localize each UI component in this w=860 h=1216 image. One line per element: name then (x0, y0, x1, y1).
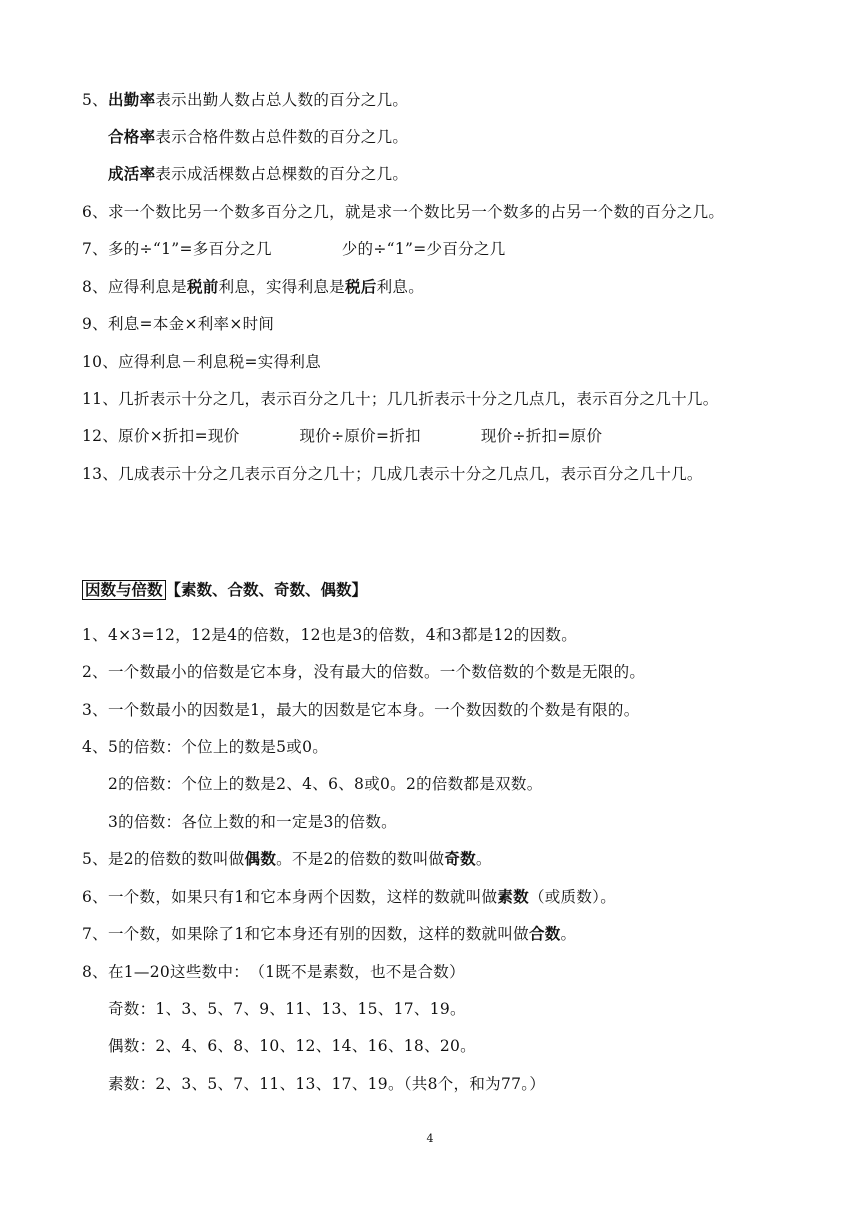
formula-original-price: 现价÷折扣=原价 (480, 427, 603, 445)
item-8-odd: 奇数：1、3、5、7、9、11、13、15、17、19。 (108, 1000, 466, 1018)
definition-text: 表示出勤人数占总人数的百分之几。 (155, 91, 409, 109)
line-5c (108, 164, 408, 184)
text: 利息。 (376, 278, 424, 296)
text: 6、一个数，如果只有1和它本身两个因数，这样的数就叫做 (82, 888, 498, 906)
section-subtitle: 【素数、合数、奇数、偶数】 (165, 581, 368, 599)
formula-more: 7、多的÷“1”=多百分之几 (82, 240, 272, 258)
term-composite: 合数 (528, 925, 561, 943)
item-8: 8、在1—20这些数中： （1既不是素数，也不是合数） (82, 963, 465, 981)
item-7 (82, 924, 576, 944)
item-number: 5、 (82, 91, 108, 109)
line-9: 9、利息=本金×利率×时间 (82, 315, 275, 333)
item-4c: 3的倍数：各位上数的和一定是3的倍数。 (108, 813, 397, 831)
line-5 (82, 90, 408, 110)
line-13: 13、几成表示十分之几表示百分之几十；几成几表示十分之几点几，表示百分之几十几。 (82, 465, 703, 483)
item-1: 1、4×3=12，12是4的倍数，12也是3的倍数，4和3都是12的因数。 (82, 626, 577, 644)
line-11: 11、几折表示十分之几，表示百分之几十；几几折表示十分之几点几，表示百分之几十几。 (82, 390, 719, 408)
line-10: 10、应得利息－利息税=实得利息 (82, 353, 322, 371)
text: （或质数）。 (528, 888, 616, 906)
text: 5、是2的倍数的数叫做 (82, 850, 245, 868)
term-pretax: 税前 (186, 278, 219, 296)
item-4b: 2的倍数：个位上的数是2、4、6、8或0。2的倍数都是双数。 (108, 775, 543, 793)
item-4: 4、5的倍数：个位上的数是5或0。 (82, 738, 329, 756)
text: 。不是2的倍数的数叫做 (276, 850, 445, 868)
definition-text: 表示成活棵数占总棵数的百分之几。 (155, 165, 409, 183)
formula-current-price: 12、原价×折扣=现价 (82, 427, 240, 445)
term-prime: 素数 (497, 888, 529, 906)
line-5b (108, 127, 408, 147)
item-6 (82, 887, 616, 907)
term-pass-rate: 合格率 (108, 128, 156, 146)
definition-text: 表示合格件数占总件数的百分之几。 (155, 128, 409, 146)
text: 8、应得利息是 (82, 278, 187, 296)
line-12 (82, 426, 602, 446)
line-7 (82, 239, 506, 259)
term-survival-rate: 成活率 (108, 165, 156, 183)
section-title: 因数与倍数 (82, 580, 166, 600)
item-3: 3、一个数最小的因数是1，最大的因数是它本身。一个数因数的个数是有限的。 (82, 701, 640, 719)
text: 利息，实得利息是 (218, 278, 345, 296)
text: 。 (560, 925, 577, 943)
text: 7、一个数，如果除了1和它本身还有别的因数，这样的数就叫做 (82, 925, 529, 943)
item-8-prime: 素数：2、3、5、7、11、13、17、19。（共8个，和为77。） (108, 1075, 546, 1093)
term-even: 偶数 (244, 850, 277, 868)
formula-less: 少的÷“1”=少百分之几 (341, 240, 506, 258)
line-8 (82, 277, 424, 297)
term-odd: 奇数 (444, 850, 476, 868)
formula-discount: 现价÷原价=折扣 (299, 427, 421, 445)
line-6: 6、求一个数比另一个数多百分之几，就是求一个数比另一个数多的占另一个数的百分之几。 (82, 203, 725, 221)
item-2: 2、一个数最小的倍数是它本身，没有最大的倍数。一个数倍数的个数是无限的。 (82, 663, 646, 681)
item-5 (82, 849, 492, 869)
term-aftertax: 税后 (344, 278, 377, 296)
item-8-even: 偶数：2、4、6、8、10、12、14、16、18、20。 (108, 1037, 476, 1055)
page-number: 4 (426, 1132, 434, 1145)
text: 。 (475, 850, 492, 868)
section-heading (82, 580, 367, 600)
term-attendance-rate: 出勤率 (107, 91, 156, 109)
